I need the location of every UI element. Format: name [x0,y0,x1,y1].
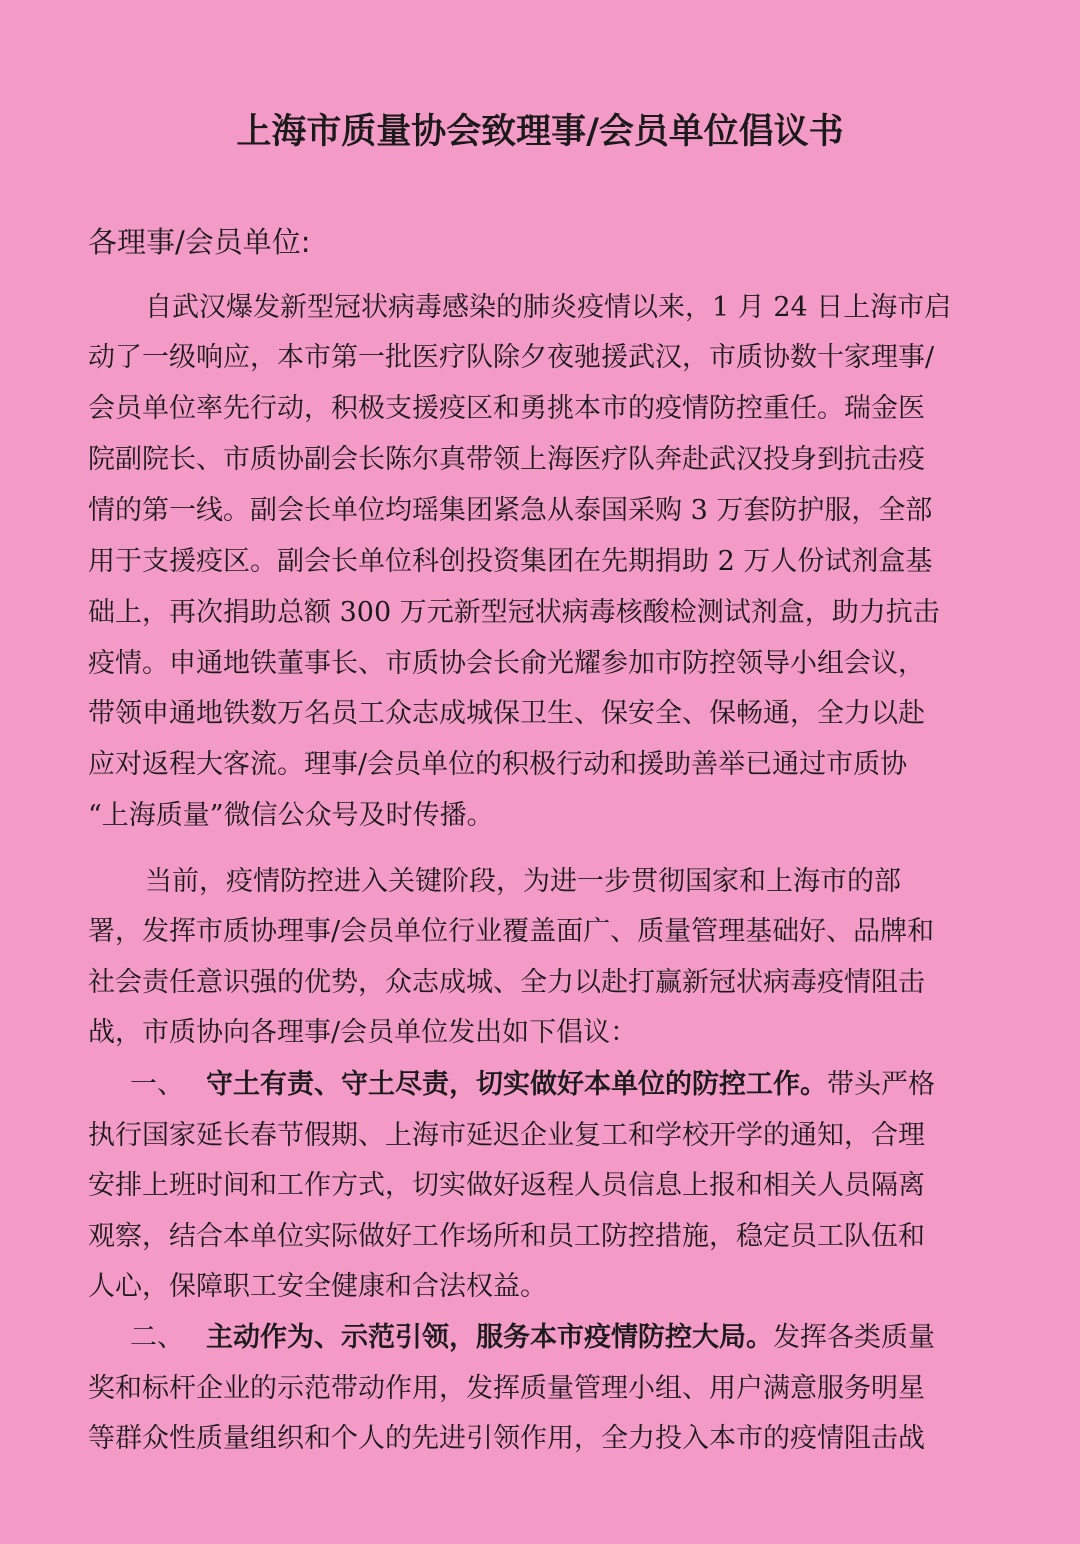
item2-line: 奖和标杆企业的示范带动作用，发挥质量管理小组、用户满意服务明星 [88,1373,925,1404]
paragraph1-line: “上海质量”微信公众号及时传播。 [88,800,494,831]
item2-first-line [130,1318,935,1358]
item1-first-line [130,1065,935,1105]
item2-heading: 主动作为、示范引领，服务本市疫情防控大局。 [206,1322,773,1353]
item2-first-rest: 发挥各类质量 [773,1322,935,1353]
paragraph1-line: 用于支援疫区。副会长单位科创投资集团在先期捐助 2 万人份试剂盒基 [88,546,933,577]
paragraph1-line: 带领申通地铁数万名员工众志成城保卫生、保安全、保畅通，全力以赴 [88,698,925,729]
paragraph1-line: 础上，再次捐助总额 300 万元新型冠状病毒核酸检测试剂盒，助力抗击 [88,597,940,628]
item1-line: 观察，结合本单位实际做好工作场所和员工防控措施，稳定员工队伍和 [88,1221,925,1252]
item2-number: 二、 [130,1322,184,1353]
paragraph1-line: 应对返程大客流。理事/会员单位的积极行动和援助善举已通过市质协 [88,749,908,780]
paragraph1-line: 疫情。申通地铁董事长、市质协会长俞光耀参加市防控领导小组会议， [88,648,925,679]
paragraph1-line: 院副院长、市质协副会长陈尔真带领上海医疗队奔赴武汉投身到抗击疫 [88,444,925,475]
paragraph1-line: 自武汉爆发新型冠状病毒感染的肺炎疫情以来，1 月 24 日上海市启 [145,292,952,323]
document-title: 上海市质量协会致理事/会员单位倡议书 [236,112,844,152]
paragraph1-line: 动了一级响应，本市第一批医疗队除夕夜驰援武汉，市质协数十家理事/ [88,342,935,373]
paragraph2-line: 署，发挥市质协理事/会员单位行业覆盖面广、质量管理基础好、品牌和 [88,916,935,947]
item1-number: 一、 [130,1069,184,1100]
paragraph2-line: 战，市质协向各理事/会员单位发出如下倡议： [88,1017,638,1048]
item1-line: 执行国家延长春节假期、上海市延迟企业复工和学校开学的通知，合理 [88,1120,925,1151]
item1-line: 安排上班时间和工作方式，切实做好返程人员信息上报和相关人员隔离 [88,1170,925,1201]
item1-line: 人心，保障职工安全健康和合法权益。 [88,1271,547,1302]
salutation: 各理事/会员单位: [88,225,311,259]
paragraph2-line: 当前，疫情防控进入关键阶段，为进一步贯彻国家和上海市的部 [145,866,901,897]
paragraph1-line: 会员单位率先行动，积极支援疫区和勇挑本市的疫情防控重任。瑞金医 [88,393,925,424]
item2-line: 等群众性质量组织和个人的先进引领作用，全力投入本市的疫情阻击战 [88,1423,925,1454]
paragraph2-line: 社会责任意识强的优势，众志成城、全力以赴打赢新冠状病毒疫情阻击 [88,967,925,998]
item1-heading: 守土有责、守土尽责，切实做好本单位的防控工作。 [206,1069,827,1100]
item1-first-rest: 带头严格 [827,1069,935,1100]
paragraph1-line: 情的第一线。副会长单位均瑶集团紧急从泰国采购 3 万套防护服，全部 [88,495,933,526]
